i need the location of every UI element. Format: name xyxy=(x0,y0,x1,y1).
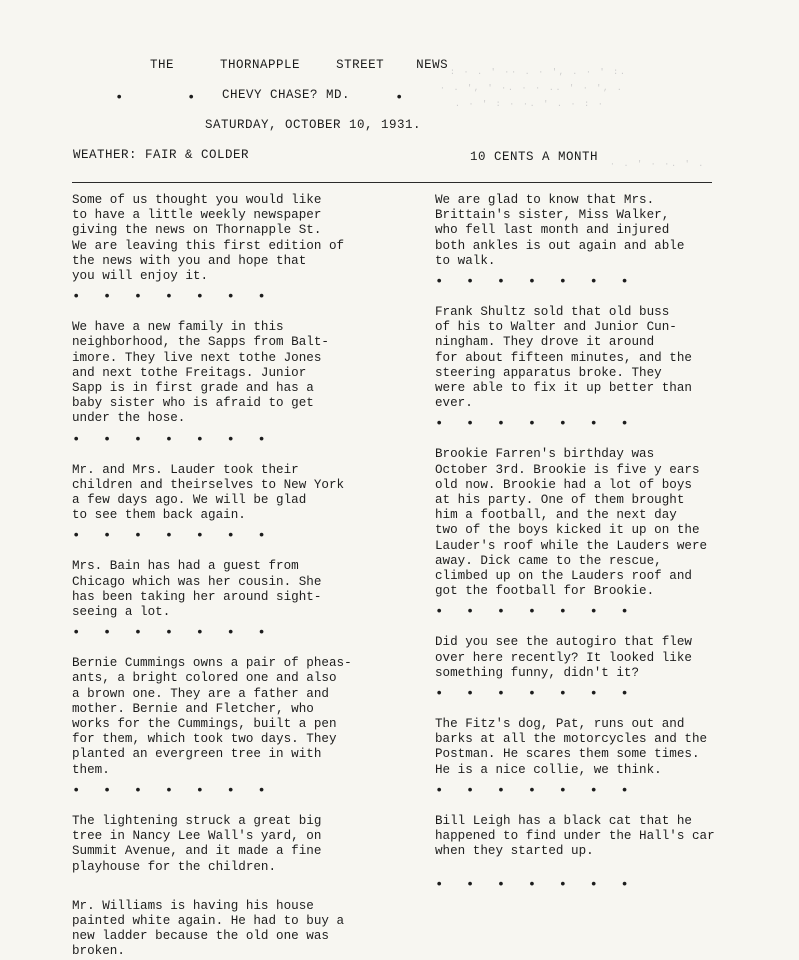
title-word-street: STREET xyxy=(336,58,385,72)
dot-separator: ••••••• xyxy=(72,782,289,799)
subscription-price: 10 CENTS A MONTH xyxy=(470,150,599,164)
title-word-thornapple: THORNAPPLE xyxy=(220,58,301,72)
header-rule xyxy=(72,182,712,183)
dot-separator: ••••••• xyxy=(435,876,652,893)
bleed-through-smudge: . · ' : · ·. ' . · : · xyxy=(455,100,605,109)
dot-separator: ••••••• xyxy=(72,431,289,448)
masthead-date: SATURDAY, OCTOBER 10, 1931. xyxy=(205,118,422,132)
news-item-walker: We are glad to know that Mrs. Brittain's sister, Miss Walker, who fell last month and injured both ankles is out again and able to walk. xyxy=(435,193,685,268)
news-item-birthday: Brookie Farren's birthday was October 3rd. Brookie is five y ears old now. Brookie had a lot of boys at his party. One of them brought him a football, and the next day two of the boys kicked it up on the Lauder's roof while the Lauders were away. Dick came to the rescue, climbed up on the Lauders roof and got the football for Brookie. xyxy=(435,447,708,599)
masthead-title xyxy=(150,58,462,72)
news-item-black-cat: Bill Leigh has a black cat that he happened to find under the Hall's car when they started up. xyxy=(435,813,715,859)
masthead-dot: • xyxy=(395,90,404,106)
bleed-through-smudge: · . ' · ·. ' . xyxy=(610,160,706,169)
bleed-through-smudge: : · . ' ·· . · ', . · ' :. xyxy=(450,68,627,77)
news-item-fitz-dog: The Fitz's dog, Pat, runs out and barks at all the motorcycles and the Postman. He scares them some times. He is a nice collie, we think. xyxy=(435,717,708,777)
title-word-news: NEWS xyxy=(416,58,449,72)
masthead-dot: • xyxy=(187,90,196,106)
masthead-location: CHEVY CHASE? MD. xyxy=(222,88,351,102)
dot-separator: ••••••• xyxy=(435,604,652,621)
dot-separator: ••••••• xyxy=(435,416,652,433)
dot-separator: ••••••• xyxy=(435,782,652,799)
title-word-the: THE xyxy=(150,58,175,72)
weather-line: WEATHER: FAIR & COLDER xyxy=(73,148,250,162)
news-item-welcome: Some of us thought you would like to have a little weekly newspaper giving the news on Thornapple St. We are leaving this first edition of the news with you and hope that you will enjoy it. xyxy=(72,193,345,284)
dot-separator: ••••••• xyxy=(72,625,289,642)
dot-separator: ••••••• xyxy=(435,686,652,703)
dot-separator: ••••••• xyxy=(72,528,289,545)
right-column xyxy=(435,193,745,908)
news-item-williams: Mr. Williams is having his house painted white again. He had to buy a new ladder because the old one was broken. xyxy=(72,898,345,959)
news-item-pheasants: Bernie Cummings owns a pair of pheas- ants, a bright colored one and also a brown one. They are a father and mother. Bernie and Fletcher, who works for the Cummings, built a pen for them, which took two days. They planted an evergreen tree in with them. xyxy=(72,656,352,777)
news-item-lightening: The lightening struck a great big tree in Nancy Lee Wall's yard, on Summit Avenue, and it made a fine playhouse for the children. xyxy=(72,813,322,874)
news-item-sapps: We have a new family in this neighborhood, the Sapps from Balt- imore. They live next tothe Jones and next tothe Freitags. Junior Sapp is in first grade and has a baby sister who is afraid to get under the hose. xyxy=(72,320,329,426)
masthead-dot: • xyxy=(115,90,124,106)
news-item-shultz-bus: Frank Shultz sold that old buss of his to Walter and Junior Cun- ningham. They drove it around for about fifteen minutes, and the steering apparatus broke. They were able to fix it up better than ever. xyxy=(435,305,692,411)
bleed-through-smudge: · . ', ' ·. · · .. ' · ', . xyxy=(440,84,624,93)
news-item-bain: Mrs. Bain has had a guest from Chicago which was her cousin. She has been taking her around sight- seeing a lot. xyxy=(72,559,322,620)
dot-separator: ••••••• xyxy=(435,274,652,291)
news-item-autogiro: Did you see the autogiro that flew over here recently? It looked like something funny, didn't it? xyxy=(435,635,692,680)
dot-separator: ••••••• xyxy=(72,289,289,306)
news-item-lauders: Mr. and Mrs. Lauder took their children and theirselves to New York a few days ago. We will be glad to see them back again. xyxy=(72,462,345,523)
left-column xyxy=(72,193,382,960)
